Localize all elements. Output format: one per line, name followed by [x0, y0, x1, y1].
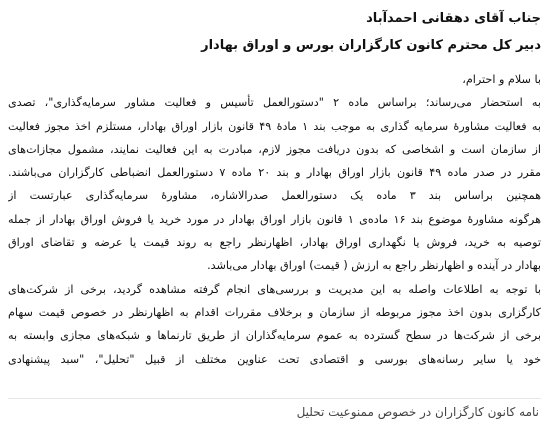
body-line-11: برخی از شرکت‌ها در سطح گسترده به عموم سرمایه‌گذاران از طریق تارنماها و شبکه‌های مجازی وابسته به	[8, 329, 541, 343]
greeting: با سلام و احترام،	[462, 73, 541, 86]
letter-image	[8, 0, 541, 398]
body-line-7: توصیه به خرید، فروش یا نگهداری اوراق بهادار، اظهارنظر راجع به روند قیمت یا عرضه و تقاضای اوراق	[8, 236, 541, 250]
image-caption: نامه کانون کارگزاران در خصوص ممنوعیت تحلیل	[296, 405, 539, 419]
recipient-name: جناب آقای دهقانی احمدآباد	[366, 11, 541, 26]
body-line-9: با توجه به اطلاعات واصله به این مدیریت و بررسی‌های انجام گرفته مشاهده گردید، برخی از شرکت‌های	[8, 282, 541, 296]
body-line-2: به فعالیت مشاورهٔ سرمایه گذاری به موجب بند ۱ مادهٔ ۴۹ قانون بازار اوراق بهادار، مستلزم اخذ مجوز فعالیت	[8, 119, 541, 133]
body-line-3: از سازمان است و اشخاصی که بدون دریافت مجوز لازم، مبادرت به این فعالیت نمایند، مشمول مجازات‌های	[8, 142, 541, 156]
body-line-10: کارگزاری بدون اخذ مجوز مربوطه از سازمان و برخلاف مقررات اقدام به اظهارنظر در خصوص قیمت سهام	[8, 305, 541, 319]
body-line-8: بهادار در آینده و اظهارنظر راجع به ارزش ( قیمت) اوراق بهادار می‌باشد.	[207, 259, 541, 273]
body-line-5: همچنین براساس بند ۳ ماده یک دستورالعمل صدرالاشاره، مشاورهٔ سرمایه‌گذاری عبارتست از	[8, 189, 541, 203]
recipient-title: دبیر کل محترم کانون کارگزاران بورس و اوراق بهادار	[201, 38, 541, 53]
divider	[8, 398, 541, 399]
body-line-1: به استحضار می‌رساند؛ براساس ماده ۲ "دستورالعمل تأسیس و فعالیت مشاور سرمایه‌گذاری"، تصدی	[8, 96, 541, 110]
body-line-6: هرگونه مشاورهٔ موضوع بند ۱۶ ماده‌ی ۱ قانون بازار اوراق بهادار در مورد خرید یا فروش اوراق بهادار از جمله	[8, 212, 541, 226]
body-line-4: مقرر در صدر ماده ۴۹ قانون بازار اوراق بهادار و بند ۲۰ ماده ۷ دستورالعمل انضباطی کارگزاران می‌باشند.	[8, 166, 541, 180]
body-line-12: خود یا سایر رسانه‌های بورسی و اقتصادی تحت عناوین مختلف از قبیل "تحلیل"، "سبد پیشنهادی	[8, 352, 541, 366]
letter-body	[8, 68, 541, 371]
